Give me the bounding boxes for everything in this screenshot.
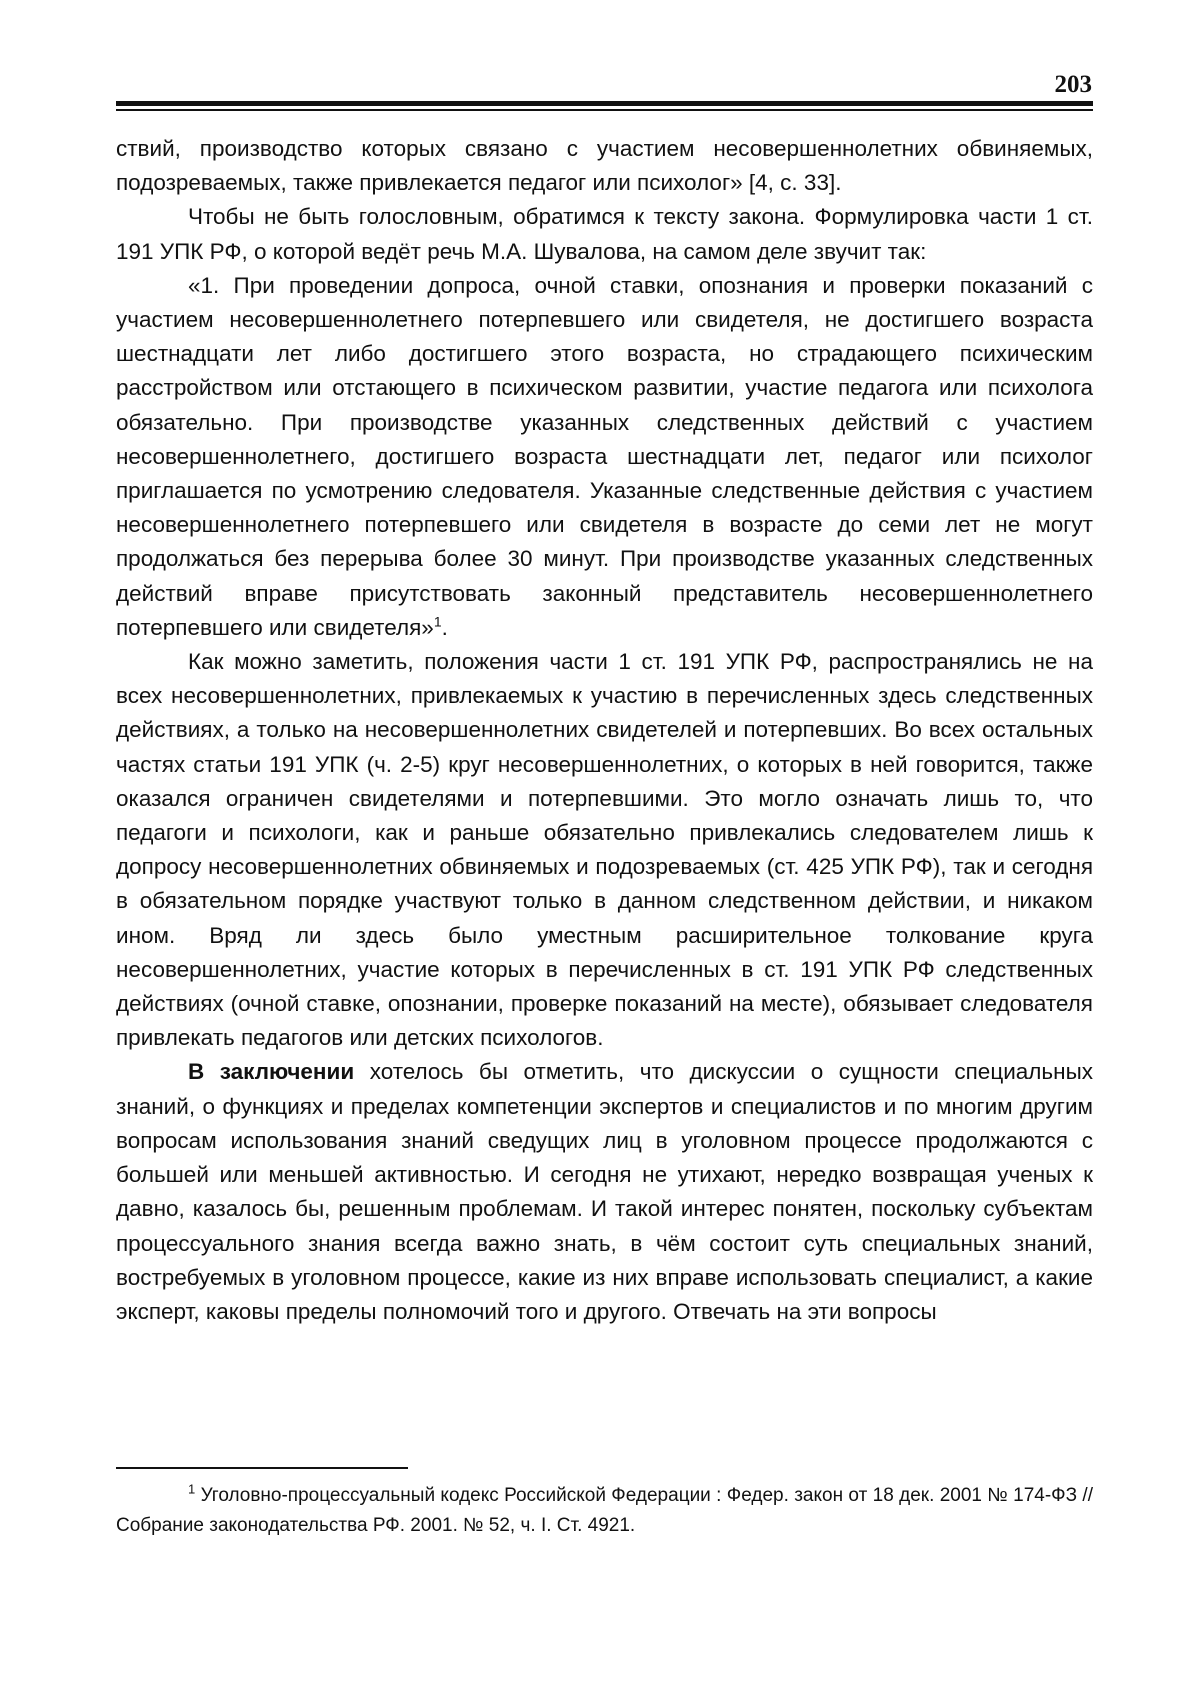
page-number: 203 (1054, 71, 1092, 98)
paragraph-4: Как можно заметить, положения части 1 ст. 191 УПК РФ, распространялись не на всех несовершеннолетних, привлекаемых к участию в перечисленных здесь следственных действиях, а только на несовершеннолетних свидетелей и потерпевших. Во всех остальных частях статьи 191 УПК (ч. 2-5) круг несовершеннолетних, о которых в ней говорится, также оказался ограничен свидетелями и потерпевшими. Это могло означать лишь то, что педагоги и психологи, как и раньше обязательно привлекались следователем лишь к допросу несовершеннолетних обвиняемых и подозреваемых (ст. 425 УПК РФ), так и сегодня в обязательном порядке участвуют только в данном следственном действии, и никаком ином. Вряд ли здесь было уместным расширительное толкование круга несовершеннолетних, участие которых в перечисленных в ст. 191 УПК РФ следственных действиях (очной ставке, опознании, проверке показаний на месте), обязывает следователя привлекать педагогов или детских психологов. (116, 649, 1093, 1051)
footnote-separator (116, 1467, 408, 1469)
footnote-reference[interactable]: 1 (433, 613, 442, 630)
paragraph-5 (116, 1055, 1093, 1329)
conclusion-text: хотелось бы отметить, что дискуссии о сущности специальных знаний, о функциях и пределах компетенции экспертов и специалистов и по многим другим вопросам использования знаний сведущих лиц в уголовном процессе продолжаются с большей или меньшей активностью. И сегодня не утихают, нередко возвращая ученых к давно, казалось бы, решенным проблемам. И такой интерес понятен, поскольку субъектам процессуального знания всегда важно знать, в чём состоит суть специальных знаний, востребуемых в уголовном процессе, какие из них вправе использовать специалист, а какие эксперт, каковы пределы полномочий того и другого. Отвечать на эти вопросы (116, 1059, 1093, 1324)
paragraph-3-quote (116, 269, 1093, 645)
quote-text: «1. При проведении допроса, очной ставки, опознания и проверки показаний с участием несовершеннолетнего потерпевшего или свидетеля, не достигшего возраста шестнадцати лет либо достигшего этого возраста, но страдающего психическим расстройством или отстающего в психическом развитии, участие педагога или психолога обязательно. При производстве указанных следственных действий с участием несовершеннолетнего, достигшего возраста шестнадцати лет, педагог или психолог приглашается по усмотрению следователя. Указанные следственные действия с участием несовершеннолетнего потерпевшего или свидетеля в возрасте до семи лет не могут продолжаться без перерыва более 30 минут. При производстве указанных следственных действий вправе присутствовать законный представитель несовершеннолетнего потерпевшего или свидетеля» (116, 272, 1093, 640)
paragraph-2: Чтобы не быть голословным, обратимся к тексту закона. Формулировка части 1 ст. 191 УПК РФ, о которой ведёт речь М.А. Шувалова, на самом деле звучит так: (116, 204, 1093, 264)
footnote (116, 1481, 1093, 1541)
conclusion-heading: В заключении (188, 1059, 355, 1085)
paragraph-1: ствий, производство которых связано с участием несовершеннолетних обвиняемых, подозреваемых, также привлекается педагог или психолог» [4, с. 33]. (116, 136, 1093, 196)
footnote-marker: 1 (188, 1481, 196, 1497)
main-text (116, 132, 1093, 1329)
header-rule-thin (116, 109, 1093, 111)
footnote-text: Уголовно-процессуальный кодекс Российской Федерации : Федер. закон от 18 дек. 2001 № 174-ФЗ // Собрание законодательства РФ. 2001. № 52, ч. I. Ст. 4921. (116, 1485, 1093, 1536)
quote-end: . (441, 614, 448, 640)
header-rule-thick (116, 101, 1093, 106)
